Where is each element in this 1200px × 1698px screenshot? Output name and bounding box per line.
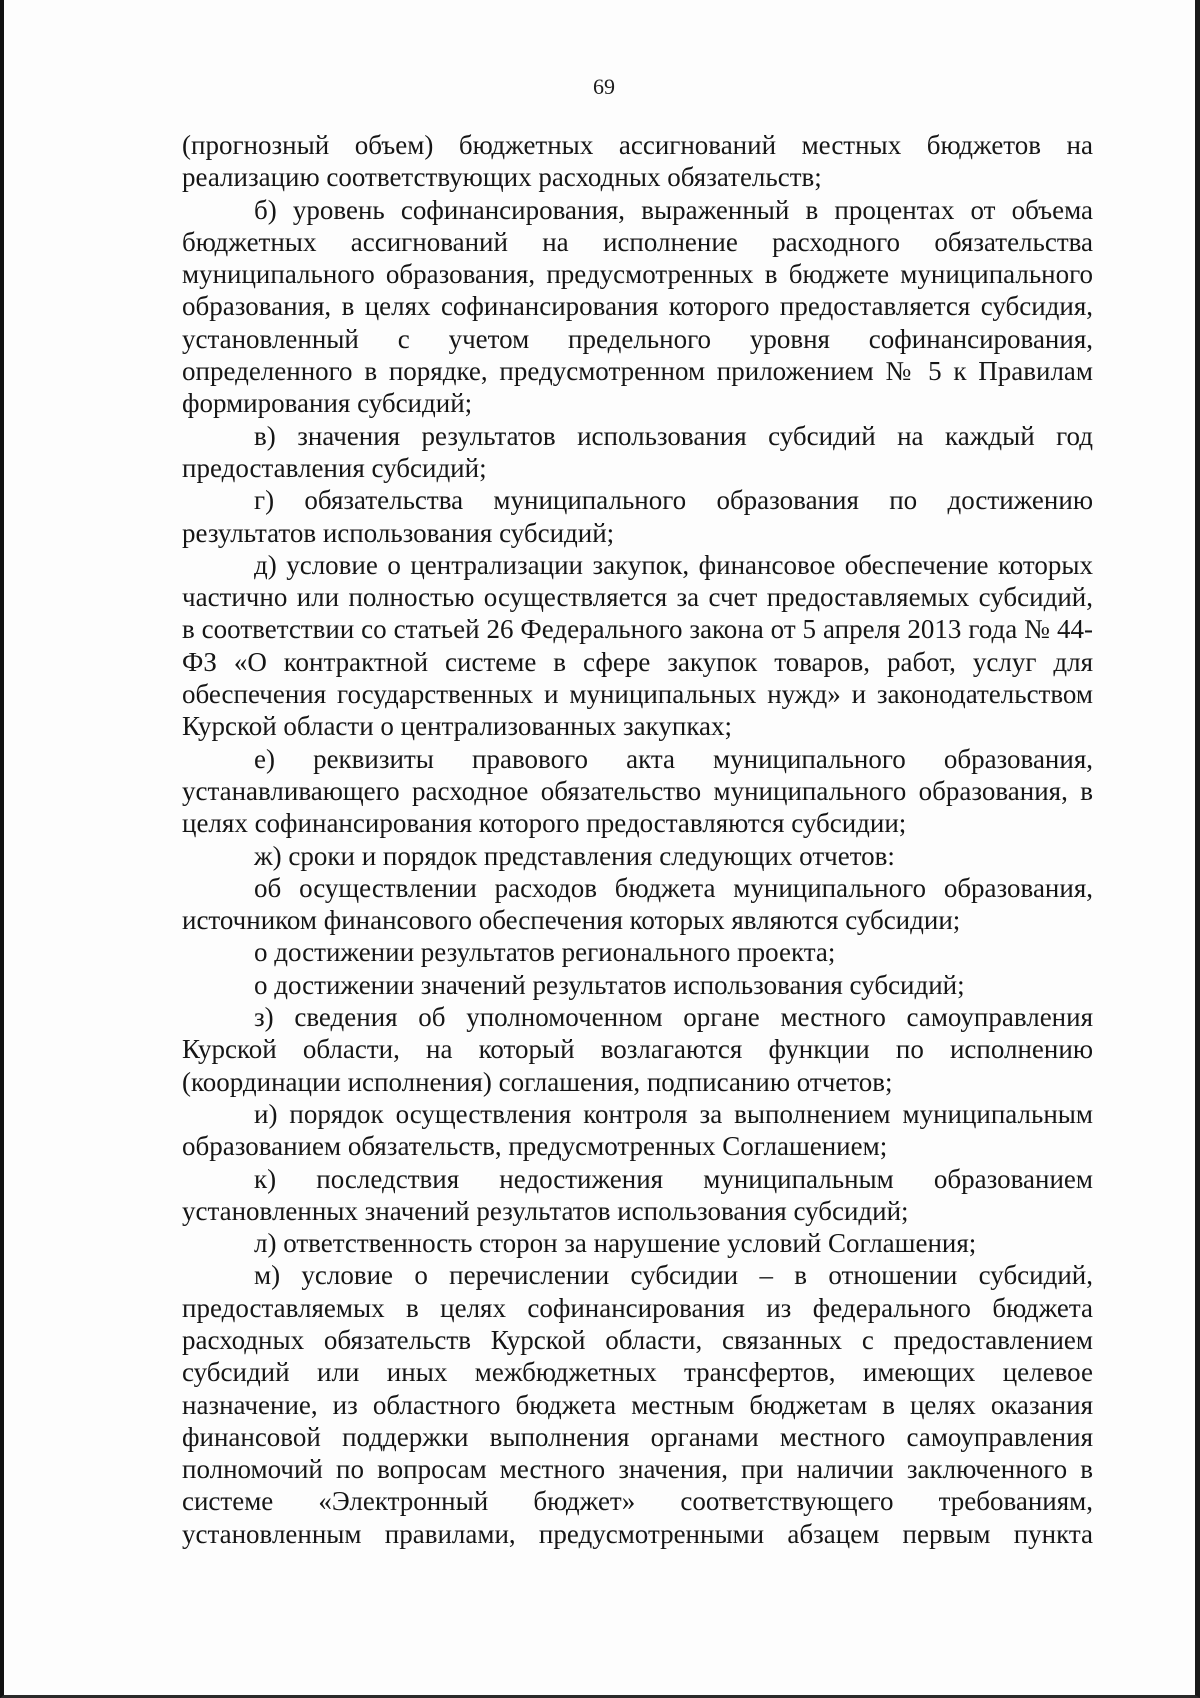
paragraph-intro: (прогнозный объем) бюджетных ассигнований местных бюджетов на реализацию соответствующих расходных обязательств; xyxy=(182,130,1093,193)
paragraph-m: м) условие о перечислении субсидии – в отношении субсидий, предоставляемых в целях софинансирования из федерального бюджета расходных обязательств Курской области, связанных с предоставлением субсидий или иных межбюджетных трансфертов, имеющих целевое назначение, из областного бюджета местным бюджетам в целях оказания финансовой поддержки выполнения органами местного самоуправления полномочий по вопросам местного значения, при наличии заключенного в системе «Электронный бюджет» соответствующего требованиям, установленным правилами, предусмотренными абзацем первым пункта xyxy=(182,1260,1093,1549)
paragraph-zh-report-3: о достижении значений результатов использования субсидий; xyxy=(254,969,965,1000)
paragraph-zh-report-2: о достижении результатов регионального проекта; xyxy=(254,937,836,968)
paragraph-e: е) реквизиты правового акта муниципального образования, устанавливающего расходное обязательство муниципального образования, в целях софинансирования которого предоставляются субсидии; xyxy=(182,743,1093,839)
paragraph-z: з) сведения об уполномоченном органе местного самоуправления Курской области, на который возлагаются функции по исполнению (координации исполнения) соглашения, подписанию отчетов; xyxy=(182,1002,1093,1097)
paragraph-i: и) порядок осуществления контроля за выполнением муниципальным образованием обязательств, предусмотренных Соглашением; xyxy=(182,1098,1093,1162)
paragraph-l: л) ответственность сторон за нарушение условий Соглашения; xyxy=(254,1228,977,1259)
document-body xyxy=(182,129,1093,1550)
paragraph-zh-report-1: об осуществлении расходов бюджета муниципального образования, источником финансового обеспечения которых являются субсидии; xyxy=(182,872,1093,936)
paragraph-k: к) последствия недостижения муниципальным образованием установленных значений результатов использования субсидий; xyxy=(182,1163,1093,1226)
paragraph-d: д) условие о централизации закупок, финансовое обеспечение которых частично или полностью осуществляется за счет предоставляемых субсидий, в соответствии со статьей 26 Федерального закона от 5 апреля 2013 года № 44-ФЗ «О контрактной системе в сфере закупок товаров, работ, услуг для обеспечения государственных и муниципальных нужд» и законодательством Курской области о централизованных закупках; xyxy=(182,549,1093,742)
page-number: 69 xyxy=(593,74,615,99)
paragraph-b: б) уровень софинансирования, выраженный в процентах от объема бюджетных ассигнований на исполнение расходного обязательства муниципального образования, предусмотренных в бюджете муниципального образования, в целях софинансирования которого предоставляется субсидия, установленный с учетом предельного уровня софинансирования, определенного в порядке, предусмотренном приложением № 5 к Правилам формирования субсидий; xyxy=(182,194,1093,419)
paragraph-v: в) значения результатов использования субсидий на каждый год предоставления субсидий; xyxy=(182,420,1093,483)
paragraph-g: г) обязательства муниципального образования по достижению результатов использования субсидий; xyxy=(182,485,1093,548)
paragraph-zh: ж) сроки и порядок представления следующих отчетов: xyxy=(254,840,895,871)
